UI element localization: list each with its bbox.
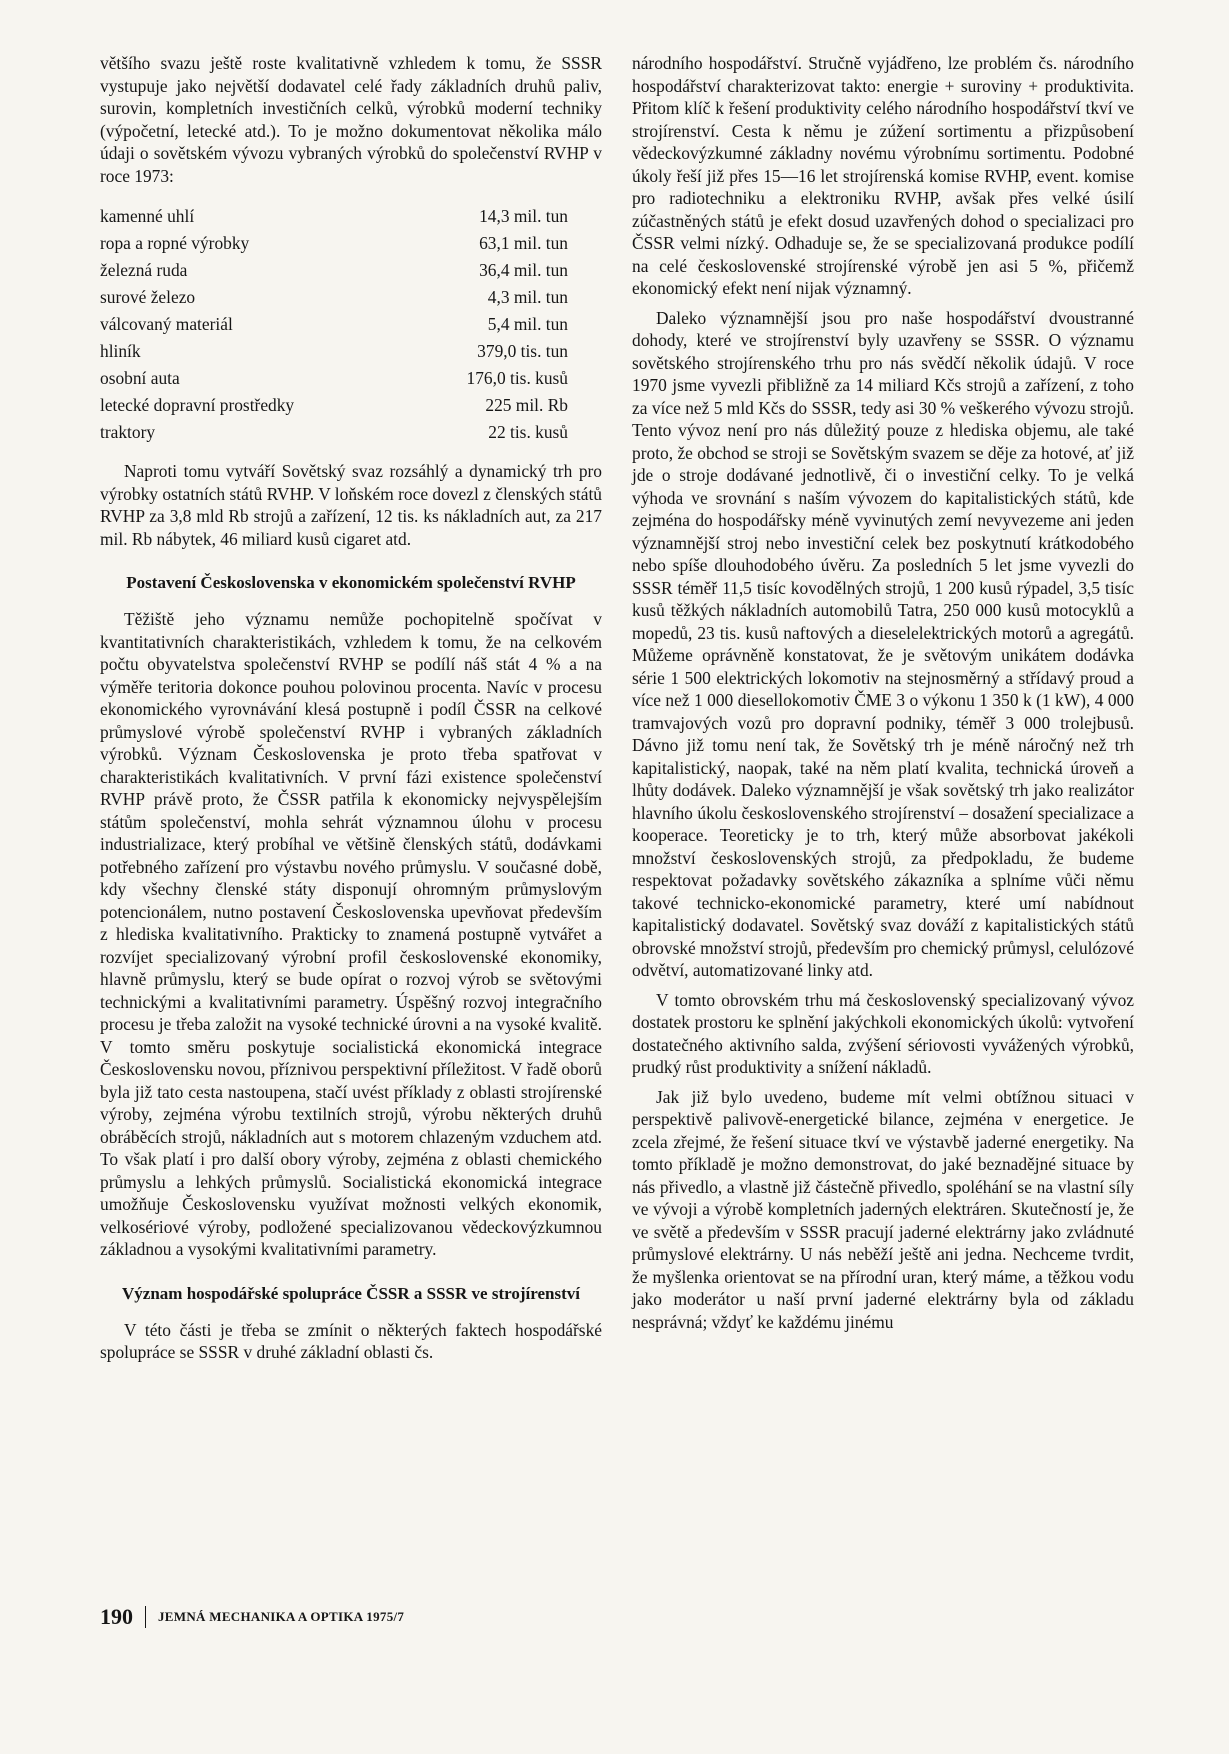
exports-item: ropa a ropné výrobky	[100, 233, 250, 253]
journal-name: JEMNÁ MECHANIKA A OPTIKA 1975/7	[158, 1609, 405, 1624]
section-heading-1: Postavení Československa v ekonomickém společenství RVHP	[126, 573, 576, 592]
exports-item: válcovaný materiál	[100, 314, 233, 334]
exports-value: 225 mil. Rb	[485, 395, 568, 415]
right-column	[632, 52, 1134, 1340]
page-footer	[100, 1604, 404, 1630]
exports-item: kamenné uhlí	[100, 206, 195, 226]
exports-value: 176,0 tis. kusů	[466, 368, 568, 388]
right-paragraph-1: národního hospodářství. Stručně vyjádřeno, lze problém čs. národního hospodářství charakterizovat takto: energie + suroviny + produktivita. Přitom klíč k řešení produktivity celého národního hospodářství tkví ve strojírenství. Cesta k němu je zúžení sortimentu a přizpůsobení vědeckovýzkumné základny novému výrobnímu sortimentu. Podobné úkoly řeší již přes 15—16 let strojírenská komise RVHP, event. komise pro radiotechniku a elektroniku RVHP, avšak přes velké úsilí zúčastněných států je efekt dosud uzavřených dohod o specializaci pro ČSSR velmi nízký. Odhaduje se, že se specializovaná produkce podílí na celé československé strojírenské výrobě jen asi 5 %, přičemž ekonomický efekt není nijak významný.	[632, 53, 1134, 298]
page-number: 190	[100, 1604, 133, 1629]
exports-row	[100, 284, 568, 311]
after-table-paragraph: Naproti tomu vytváří Sovětský svaz rozsáhlý a dynamický trh pro výrobky ostatních států RVHP. V loňském roce dovezl z členských států RVHP za 3,8 mld Rb strojů a zařízení, 12 tis. ks nákladních aut, za 217 mil. Rb nábytek, 46 miliard kusů cigaret atd.	[100, 461, 602, 549]
exports-value: 63,1 mil. tun	[479, 233, 568, 253]
exports-value: 22 tis. kusů	[488, 422, 568, 442]
exports-value: 36,4 mil. tun	[479, 260, 568, 280]
right-paragraph-4: Jak již bylo uvedeno, budeme mít velmi obtížnou situaci v perspektivě palivově-energetické bilance, zejména v energetice. Je zcela zřejmé, že řešení situace tkví ve výstavbě jaderné energetiky. Na tomto příkladě je možno demonstrovat, do jaké beznadějné situace by nás přivedlo, a vlastně již částečně přivedlo, spoléhání se na vlastní síly ve vývoji a výrobě kompletních jaderných elektráren. Skutečností je, že ve světě a především v SSSR pracují jaderné elektrárny jako zvládnuté průmyslové elektrárny. U nás neběží ještě ani jedna. Nechceme tvrdit, že myšlenka orientovat se na přírodní uran, který máme, a těžkou vodu jako moderátor u naší první jaderné elektrárny byla od základu nesprávná; vždyť ke každému jinému	[632, 1086, 1134, 1332]
footer-separator	[145, 1606, 146, 1628]
exports-row	[100, 230, 568, 257]
exports-item: železná ruda	[100, 260, 188, 280]
section-2-paragraph: V této části je třeba se zmínit o některých faktech hospodářské spolupráce se SSSR v druhé základní oblasti čs.	[100, 1319, 602, 1362]
exports-value: 379,0 tis. tun	[477, 341, 568, 361]
exports-table	[100, 203, 568, 446]
exports-row	[100, 311, 568, 338]
exports-item: surové železo	[100, 287, 196, 307]
exports-row	[100, 419, 568, 446]
left-column	[100, 52, 602, 1371]
section-heading-2: Význam hospodářské spolupráce ČSSR a SSSR ve strojírenství	[122, 1283, 580, 1303]
exports-item: osobní auta	[100, 368, 180, 388]
exports-item: traktory	[100, 422, 156, 442]
exports-row	[100, 365, 568, 392]
exports-value: 5,4 mil. tun	[487, 314, 568, 334]
exports-item: hliník	[100, 341, 141, 361]
exports-row	[100, 203, 568, 230]
section-1-paragraph: Těžiště jeho významu nemůže pochopitelně spočívat v kvantitativních charakteristikách, vzhledem k tomu, že na celkovém počtu obyvatelstva společenství RVHP se podílí náš stát 4 % a na výměře teritoria dokonce pouhou polovinou procenta. Navíc v procesu ekonomického vyrovnávání klesá postupně i podíl ČSSR na celkové průmyslové výrobě společenství RVHP i vybraných základních výrobků. Význam Československa je proto třeba spatřovat v charakteristikách kvalitativních. V první fázi existence společenství RVHP právě proto, že ČSSR patřila k ekonomicky nejvyspělejším státům společenství, mohla sehrát významnou úlohu v procesu industrializace, který probíhal ve většině členských států, dodávkami potřebného zařízení pro výstavbu nového průmyslu. V současné době, kdy všechny členské státy disponují ohromným průmyslovým potencionálem, nutno postavení Československa upevňovat především z hlediska kvalitativního. Prakticky to znamená postupně vytvářet a rozvíjet specializovaný výrobní profil československé ekonomiky, hlavně průmyslu, který se bude opírat o rozvoj výrob se světovými technickými a kvalitativními parametry. Úspěšný rozvoj integračního procesu je třeba založit na vysoké technické úrovni a na vysoké kvalitě. V tomto směru poskytuje socialistická ekonomická integrace Československu novou, příznivou perspektivní příležitost. V řadě oborů byla již tato cesta nastoupena, stačí uvést příklady z oblasti strojírenské výroby, zejména výrobu textilních strojů, výrobu některých druhů obráběcích strojů, nákladních aut s motorem chlazeným vzduchem atd. To však platí i pro další obory výroby, zejména z oblasti chemického průmyslu a lehkých průmyslů. Socialistická ekonomická integrace umožňuje Československu využívat možnosti velkých ekonomik, velkosériové výroby, podložené specializovanou vědeckovýzkumnou základnou a vysokými kvalitativními parametry.	[100, 609, 602, 1259]
exports-row	[100, 338, 568, 365]
exports-value: 14,3 mil. tun	[479, 206, 568, 226]
exports-value: 4,3 mil. tun	[487, 287, 568, 307]
exports-row	[100, 392, 568, 419]
exports-row	[100, 257, 568, 284]
right-paragraph-3: V tomto obrovském trhu má československý specializovaný vývoz dostatek prostoru ke splnění jakýchkoli ekonomických úkolů: vytvoření dostatečného aktivního salda, zvýšení sériovosti vyvážených výrobků, prudký růst produktivity a snížení nákladů.	[632, 989, 1134, 1077]
intro-paragraph: většího svazu ještě roste kvalitativně vzhledem k tomu, že SSSR vystupuje jako největší dodavatel celé řady základních druhů paliv, surovin, kompletních investičních celků, výrobků moderní techniky (výpočetní, letecké atd.). To je možno dokumentovat několika málo údaji o sovětském vývozu vybraných výrobků do společenství RVHP v roce 1973:	[100, 53, 602, 186]
right-paragraph-2: Daleko významnější jsou pro naše hospodářství dvoustranné dohody, které ve strojírenství byly uzavřeny se SSSR. O významu sovětského strojírenského trhu pro nás svědčí několik údajů. V roce 1970 jsme vyvezli přibližně za 14 miliard Kčs strojů a zařízení, z toho za více než 5 mld Kčs do SSSR, tedy asi 30 % veškerého vývozu strojů. Tento vývoz není pro nás důležitý pouze z hlediska objemu, ale také proto, že obchod se stroji se Sovětským svazem se děje za hotové, ať již jde o stroje dodávané jednotlivě, či o investiční celky. To je velká výhoda ve srovnání s naším vývozem do kapitalistických států, kde zejména do hospodářsky méně vyvinutých zemí nevyvezeme ani jeden významnější stroj nebo investiční celek bez poskytnutí krátkodobého nebo spíše dlouhodobého úvěru. Za posledních 5 let jsme vyvezli do SSSR téměř 11,5 tisíc kovodělných strojů, 1 200 kusů rýpadel, 3,5 tisíc kusů těžkých nákladních automobilů Tatra, 250 000 kusů motocyklů a mopedů, 23 tis. kusů naftových a dieselelektrických motorů a agregátů. Můžeme oprávněně konstatovat, že je světovým unikátem dodávka série 1 500 elektrických lokomotiv na stejnosměrný a střídavý proud a více než 1 000 diesellokomotiv ČME 3 o výkonu 1 350 k (1 kW), 4 000 tramvajových vozů pro dopravní podniky, téměř 3 000 trolejbusů. Dávno již tomu není tak, že Sovětský trh je méně náročný než trh kapitalistický, naopak, také na něm platí kvalita, technická úroveň a lhůty dodávek. Daleko významnější je však sovětský trh jako realizátor hlavního úkolu československého strojírenství – dosažení specializace a kooperace. Teoreticky je to trh, který může absorbovat jakékoli množství československých strojů, za předpokladu, že budeme respektovat požadavky sovětského zákazníka a splníme vůči němu takové technicko-ekonomické parametry, které umí nabídnout kapitalistický dodavatel. Sovětský svaz dováží z kapitalistických států obrovské množství strojů, především pro chemický průmysl, celulózové odvětví, automatizované linky atd.	[632, 307, 1134, 980]
exports-item: letecké dopravní prostředky	[100, 395, 295, 415]
